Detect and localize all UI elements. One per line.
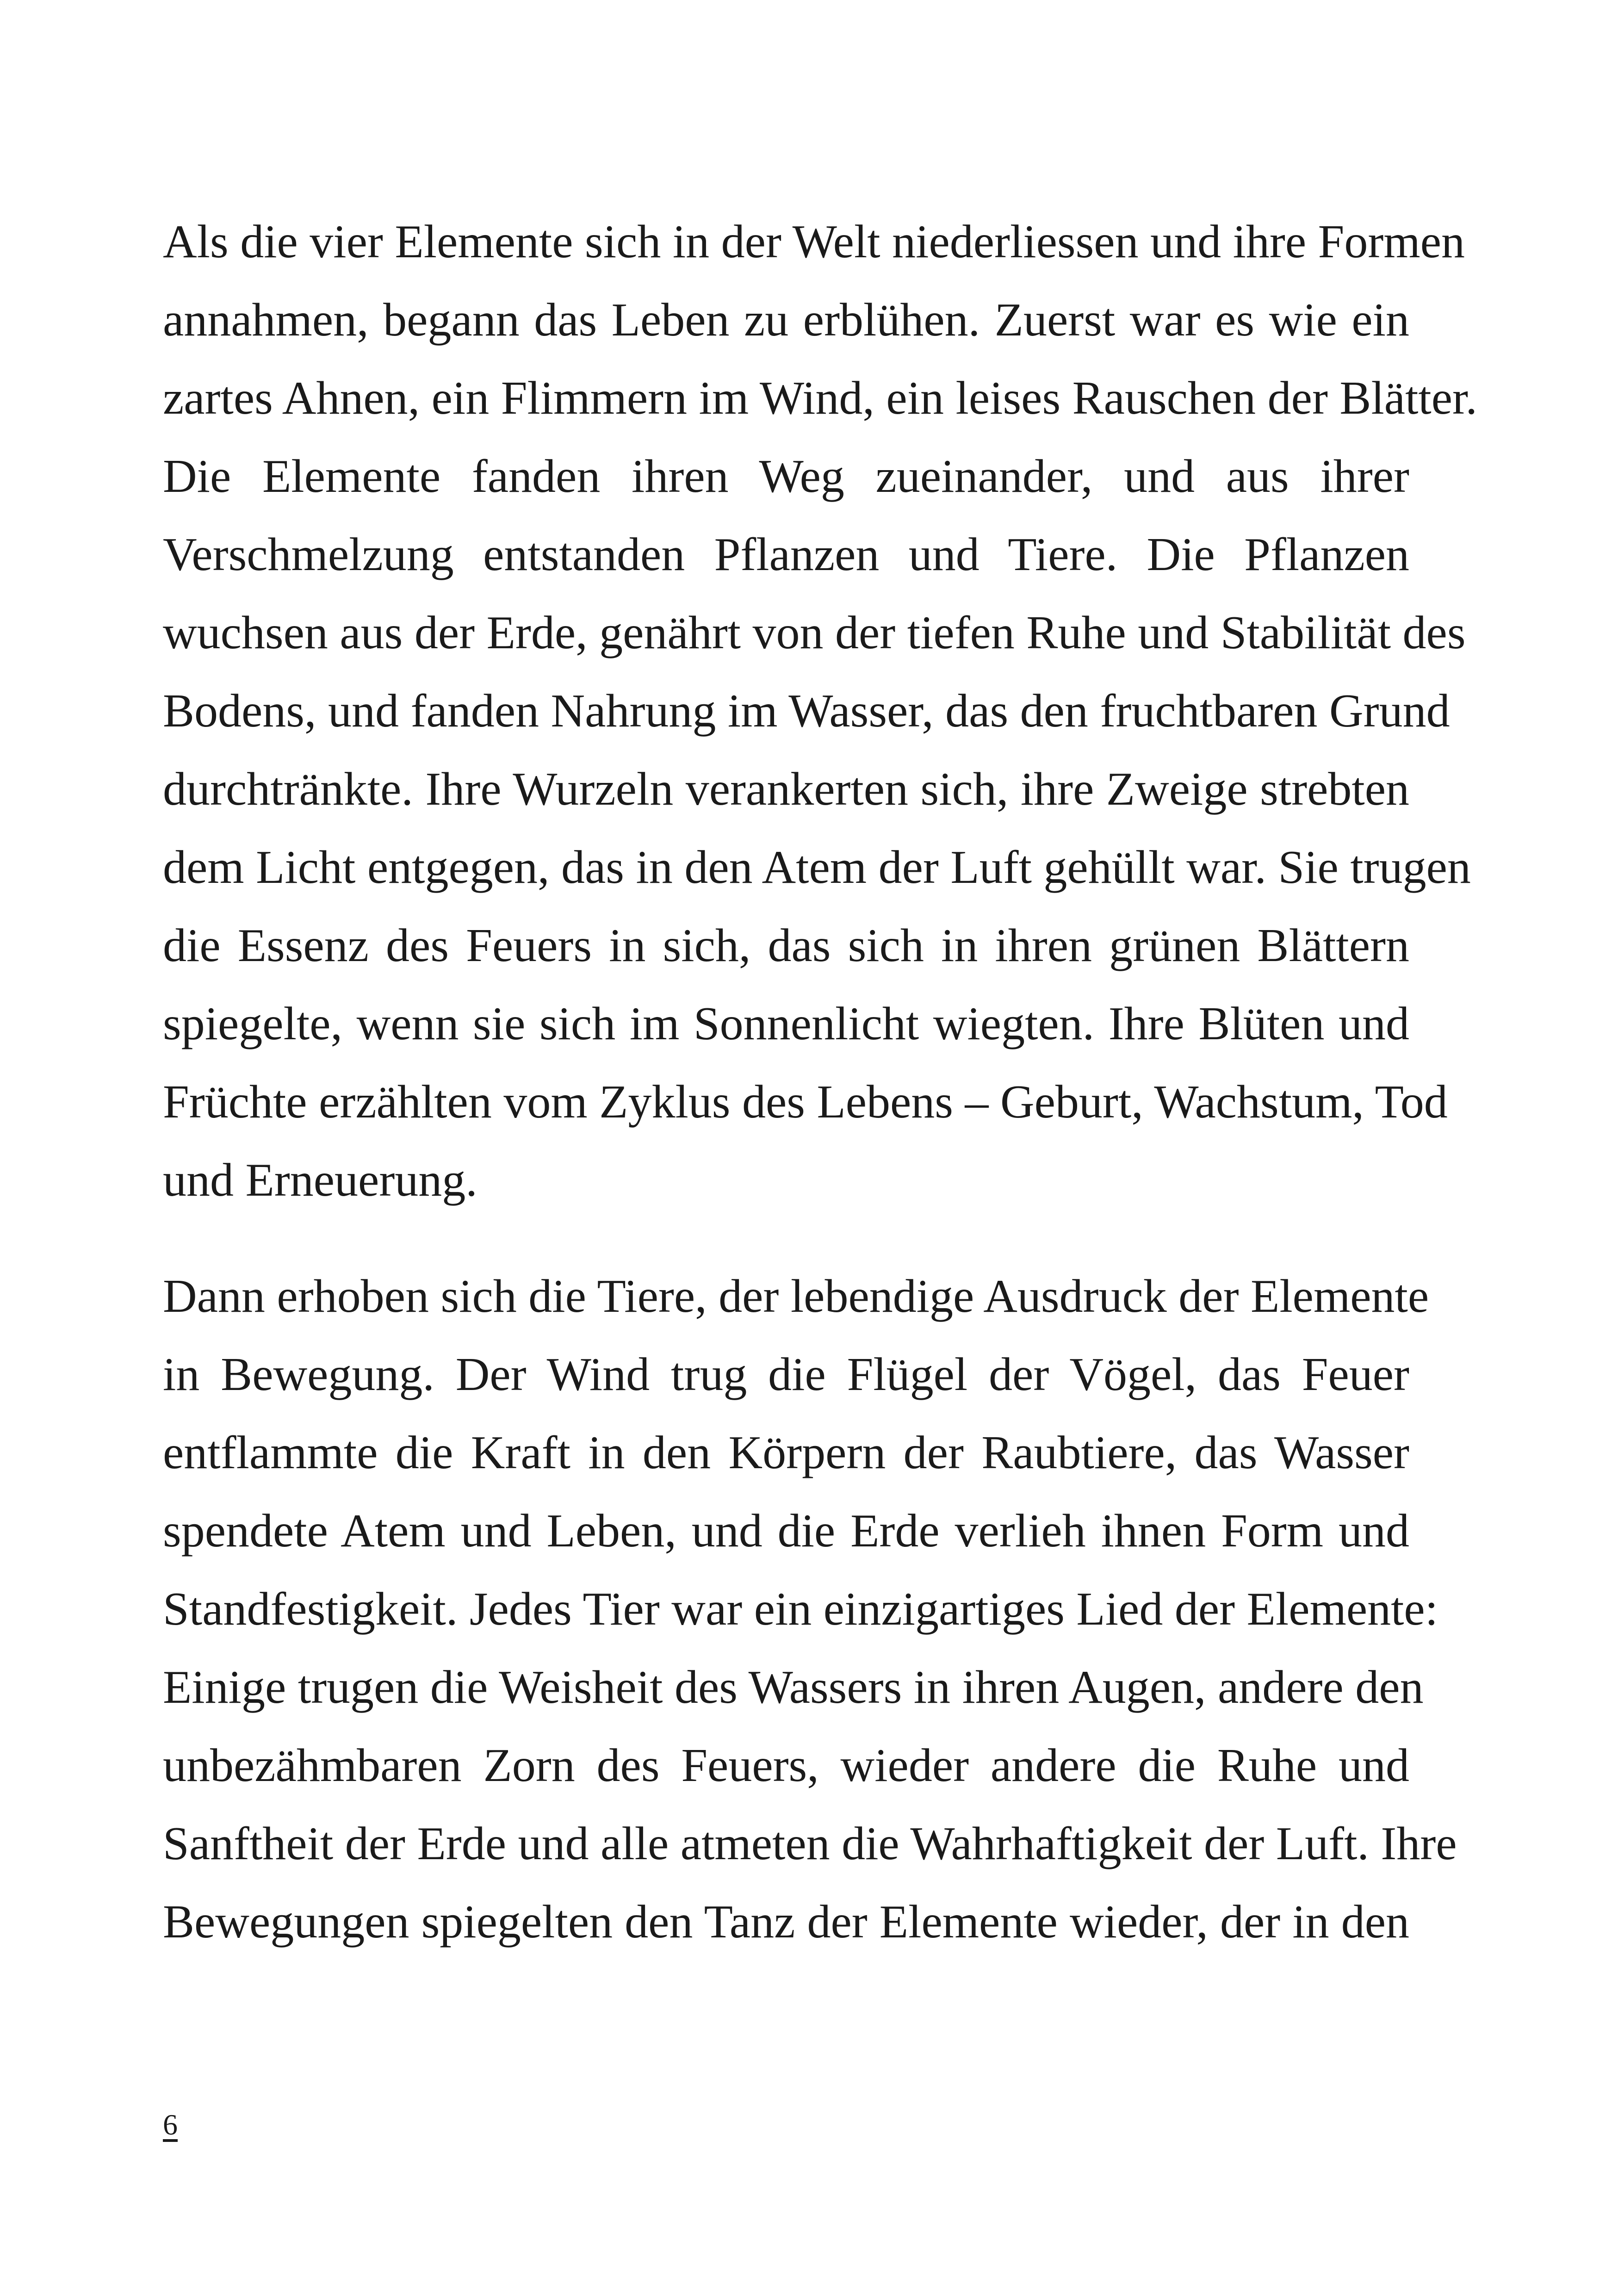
paragraph-1 xyxy=(163,203,1477,1219)
text-line: Bodens, und fanden Nahrung im Wasser, das den fruchtbaren Grund xyxy=(163,685,1450,737)
text-line: annahmen, begann das Leben zu erblühen. Zuerst war es wie ein xyxy=(163,294,1409,346)
text-line: Dann erhoben sich die Tiere, der lebendige Ausdruck der Elemente xyxy=(163,1270,1429,1322)
text-line: Die Elemente fanden ihren Weg zueinander, und aus ihrer xyxy=(163,450,1409,503)
text-line: wuchsen aus der Erde, genährt von der tiefen Ruhe und Stabilität des xyxy=(163,607,1466,659)
text-line: die Essenz des Feuers in sich, das sich in ihren grünen Blättern xyxy=(163,919,1409,972)
text-line: spendete Atem und Leben, und die Erde verlieh ihnen Form und xyxy=(163,1505,1409,1557)
text-line: Standfestigkeit. Jedes Tier war ein einzigartiges Lied der Elemente: xyxy=(163,1583,1438,1635)
text-line: dem Licht entgegen, das in den Atem der Luft gehüllt war. Sie trugen xyxy=(163,841,1471,894)
text-line: durchtränkte. Ihre Wurzeln verankerten sich, ihre Zweige strebten xyxy=(163,763,1409,815)
text-line: zartes Ahnen, ein Flimmern im Wind, ein leises Rauschen der Blätter. xyxy=(163,372,1477,424)
text-line: Bewegungen spiegelten den Tanz der Elemente wieder, der in den xyxy=(163,1896,1409,1948)
text-line: entflammte die Kraft in den Körpern der Raubtiere, das Wasser xyxy=(163,1427,1409,1479)
text-line: und Erneuerung. xyxy=(163,1154,477,1206)
text-line: Als die vier Elemente sich in der Welt niederliessen und ihre Formen xyxy=(163,216,1465,268)
paragraph-2 xyxy=(163,1257,1457,1961)
text-line: Einige trugen die Weisheit des Wassers in ihren Augen, andere den xyxy=(163,1661,1424,1713)
text-line: spiegelte, wenn sie sich im Sonnenlicht wiegten. Ihre Blüten und xyxy=(163,998,1409,1050)
text-line: Früchte erzählten vom Zyklus des Lebens – Geburt, Wachstum, Tod xyxy=(163,1076,1448,1128)
text-line: Sanftheit der Erde und alle atmeten die Wahrhaftigkeit der Luft. Ihre xyxy=(163,1818,1457,1870)
text-line: unbezähmbaren Zorn des Feuers, wieder andere die Ruhe und xyxy=(163,1739,1409,1792)
page-number: 6 xyxy=(163,2108,178,2141)
text-line: Verschmelzung entstanden Pflanzen und Tiere. Die Pflanzen xyxy=(163,528,1409,581)
text-line: in Bewegung. Der Wind trug die Flügel der Vögel, das Feuer xyxy=(163,1348,1409,1401)
